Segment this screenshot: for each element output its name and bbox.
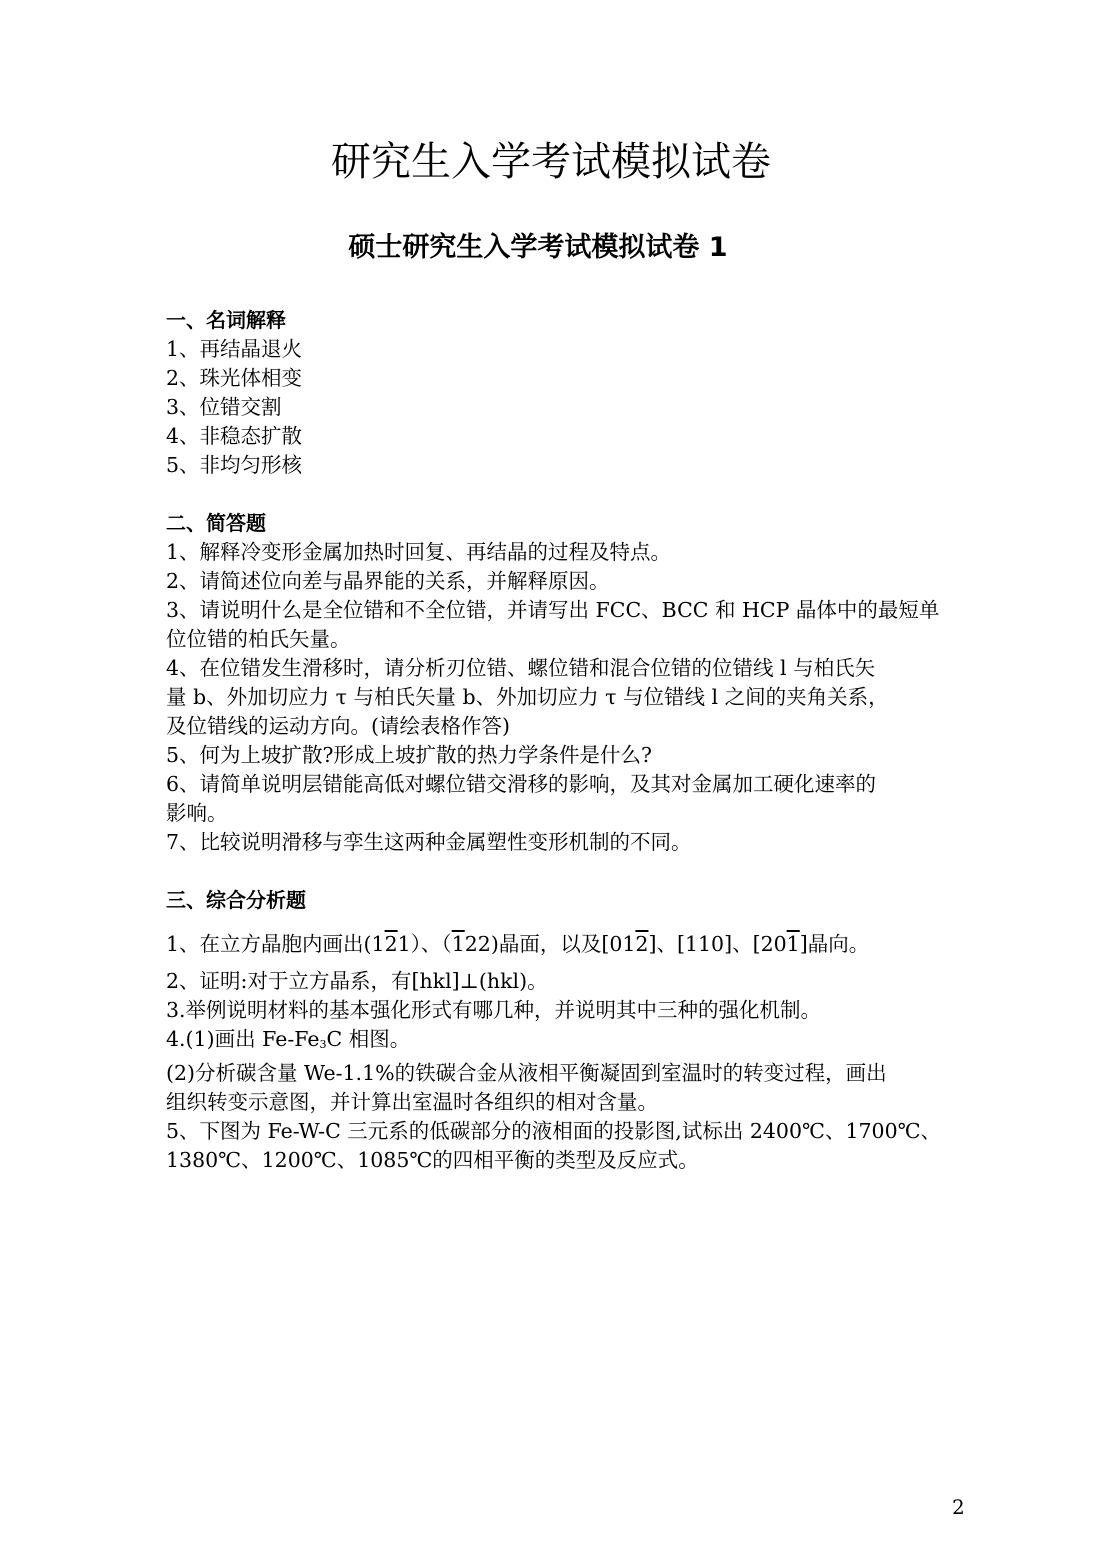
q1-text: ]、[110]、[20 — [648, 932, 787, 956]
analysis-question-1 — [166, 922, 966, 966]
question-1: 1、解释冷变形金属加热时回复、再结晶的过程及特点。 — [166, 540, 672, 564]
term-item: 3、位错交割 — [166, 395, 282, 419]
section-spacer — [166, 857, 966, 886]
question-4-line-3: 及位错线的运动方向。(请绘表格作答) — [166, 714, 510, 738]
term-item: 2、珠光体相变 — [166, 366, 303, 390]
q1-prefix: 1、在立方晶胞内画出( — [166, 932, 372, 956]
analysis-question-4-line-2: (2)分析碳含量 We-1.1%的铁碳合金从液相平衡凝固到室温时的转变过程，画出 — [166, 1061, 887, 1085]
q4-text: 4.(1)画出 Fe-Fe — [166, 1027, 320, 1051]
term-item: 4、非稳态扩散 — [166, 424, 303, 448]
question-5: 5、何为上坡扩散?形成上坡扩散的热力学条件是什么? — [166, 743, 653, 767]
analysis-question-2: 2、证明:对于立方晶系，有[hkl]⊥(hkl)。 — [166, 969, 548, 993]
question-7: 7、比较说明滑移与孪生这两种金属塑性变形机制的不同。 — [166, 830, 692, 854]
page-number: 2 — [952, 1495, 965, 1519]
question-6-line-2: 影响。 — [166, 801, 228, 825]
exam-body — [166, 306, 966, 1175]
q1-separator: ）、（ — [410, 932, 452, 956]
question-2: 2、请简述位向差与晶界能的关系，并解释原因。 — [166, 569, 610, 593]
q1-suffix: ]晶向。 — [799, 932, 870, 956]
section-2-heading: 二、简答题 — [166, 511, 266, 535]
question-3-line-2: 位位错的柏氏矢量。 — [166, 627, 351, 651]
question-3-line-1: 3、请说明什么是全位错和不全位错，并请写出 FCC、BCC 和 HCP 晶体中的最短单 — [166, 598, 940, 622]
analysis-question-4-line-1 — [166, 1025, 966, 1059]
term-item: 5、非均匀形核 — [166, 453, 303, 477]
analysis-question-5-line-1: 5、下图为 Fe-W-C 三元系的低碳部分的液相面的投影图,试标出 2400℃、1700℃、 — [166, 1119, 942, 1143]
miller-index-bar: 2 — [384, 932, 398, 956]
analysis-question-5-line-2: 1380℃、1200℃、1085℃的四相平衡的类型及反应式。 — [166, 1148, 699, 1172]
question-4-line-2: 量 b、外加切应力 τ 与柏氏矢量 b、外加切应力 τ 与位错线 l 之间的夹角关系， — [166, 685, 889, 709]
section-spacer — [166, 480, 966, 509]
analysis-question-4-line-3: 组织转变示意图，并计算出室温时各组织的相对含量。 — [166, 1090, 658, 1114]
page-title: 研究生入学考试模拟试卷 — [331, 139, 771, 185]
miller-index-bar: 2 — [635, 932, 649, 956]
miller-index-bar: 1 — [786, 932, 800, 956]
miller-index: 1 — [397, 932, 411, 956]
question-6-line-1: 6、请简单说明层错能高低对螺位错交滑移的影响，及其对金属加工硬化速率的 — [166, 772, 877, 796]
analysis-question-3: 3.举例说明材料的基本强化形式有哪几种，并说明其中三种的强化机制。 — [166, 998, 822, 1022]
question-4-line-1: 4、在位错发生滑移时，请分析刃位错、螺位错和混合位错的位错线 l 与柏氏矢 — [166, 656, 876, 680]
section-3-heading: 三、综合分析题 — [166, 888, 306, 912]
subscript: 3 — [319, 1038, 327, 1051]
section-1-heading: 一、名词解释 — [166, 308, 286, 332]
miller-index: 1 — [371, 932, 385, 956]
miller-index-bar: 1 — [451, 932, 465, 956]
q1-text: 22)晶面，以及[01 — [464, 932, 636, 956]
q4-text: C 相图。 — [326, 1027, 411, 1051]
term-item: 1、再结晶退火 — [166, 337, 303, 361]
exam-subtitle: 硕士研究生入学考试模拟试卷 1 — [348, 232, 728, 263]
